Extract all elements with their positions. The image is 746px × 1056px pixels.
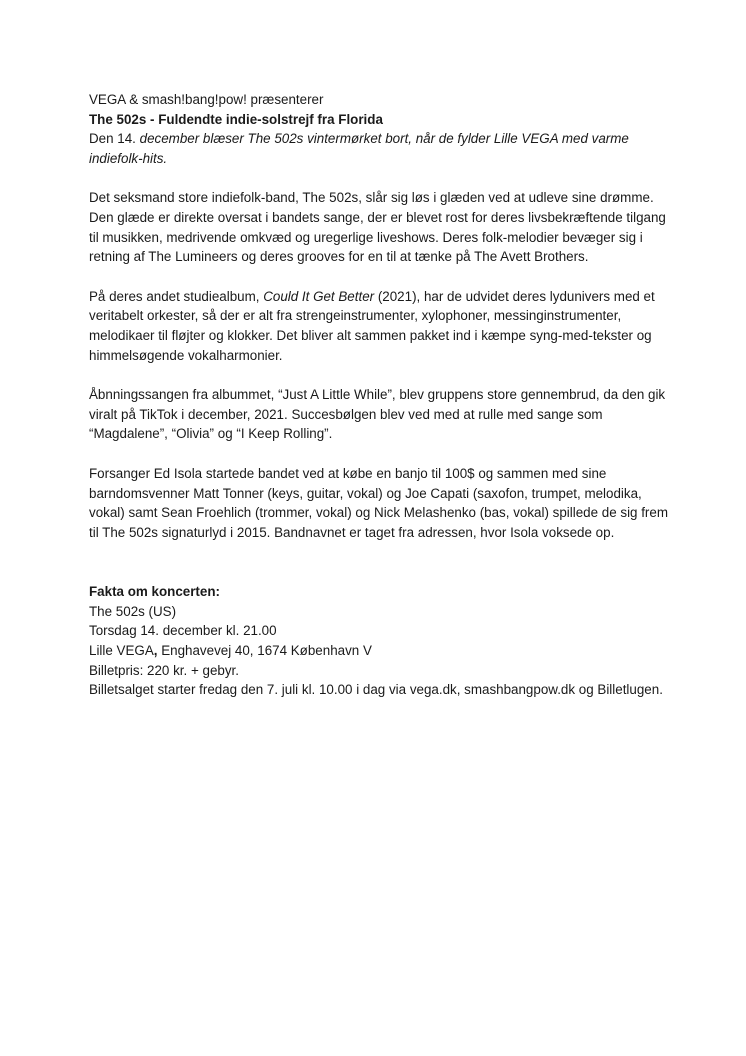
lead-italic: december blæser The 502s vintermørket bort, når de fylder Lille VEGA med varme indiefolk-hits. [89, 131, 629, 166]
body-paragraph-4: Forsanger Ed Isola startede bandet ved at købe en banjo til 100$ og sammen med sine barndomsvenner Matt Tonner (keys, guitar, vokal) og Joe Capati (saxofon, trumpet, melodika, vokal) samt Sean Froehlich (trommer, vokal) og Nick Melashenko (bas, vokal) spillede de sig frem til The 502s signaturlyd i 2015. Bandnavnet er taget fra adressen, hvor Isola voksede op. [89, 465, 668, 540]
facts-artist: The 502s (US) [89, 603, 177, 619]
headline: The 502s - Fuldendte indie-solstrejf fra Florida [89, 111, 383, 127]
press-release [89, 90, 669, 700]
presenter-line: VEGA & smash!bang!pow! præsenterer [89, 92, 324, 107]
facts-date: Torsdag 14. december kl. 21.00 [89, 623, 277, 639]
body-paragraph-1: Det seksmand store indiefolk-band, The 502s, slår sig løs i glæden ved at udleve sine drømme. Den glæde er direkte oversat i bandets sange, der er blevet rost for deres livsbekræftende tilgang til musikken, medrivende omkvæd og uregerlige liveshows. Deres folk-melodier bevæger sig i retning af The Lumineers og deres grooves for en til at tænke på The Avett Brothers. [89, 190, 666, 265]
lead-prefix: Den 14. [89, 131, 140, 147]
body-paragraph-2 [89, 287, 669, 365]
para2-suffix: (2021), har de udvidet deres lydunivers med et veritabelt orkester, så der er alt fra strengeinstrumenter, xylophoner, messinginstrumenter, melodikaer til fløjter og klokker. Det bliver alt sammen pakket ind i kæmpe syng-med-tekster og himmelsøgende vokalharmonier. [89, 288, 655, 363]
facts-price: Billetpris: 220 kr. + gebyr. [89, 662, 239, 678]
para2-prefix: På deres andet studiealbum, [89, 288, 264, 304]
facts-sale: Billetsalget starter fredag den 7. juli kl. 10.00 i dag via vega.dk, smashbangpow.dk og Billetlugen. [89, 682, 663, 698]
venue-address: Enghavevej 40, 1674 København V [157, 643, 372, 659]
facts-venue [89, 641, 669, 661]
facts-heading: Fakta om koncerten: [89, 584, 220, 600]
venue-comma: , [153, 643, 158, 659]
venue-name: Lille VEGA [89, 643, 154, 659]
lead-paragraph [89, 129, 669, 168]
body-paragraph-3: Åbnningssangen fra albummet, “Just A Little While”, blev gruppens store gennembrud, da den gik viralt på TikTok i december, 2021. Succesbølgen blev ved med at rulle med sange som “Magdalene”, “Olivia” og “I Keep Rolling”. [89, 387, 666, 442]
album-title: Could It Get Better [263, 288, 375, 304]
